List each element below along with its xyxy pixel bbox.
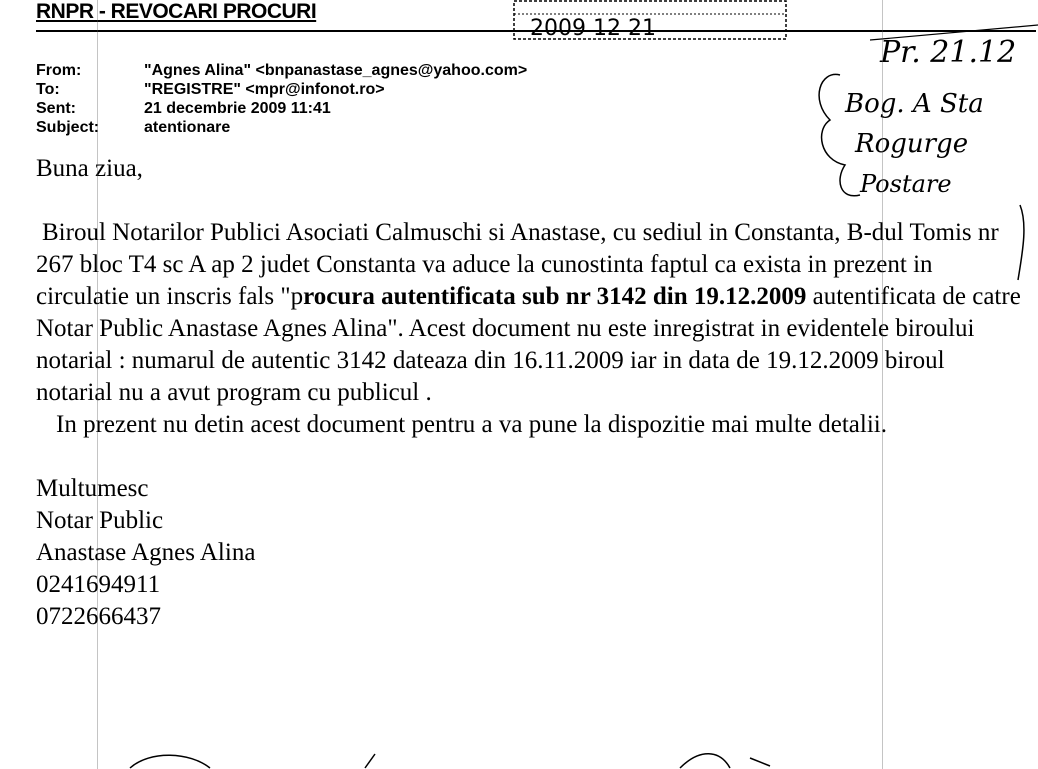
to-value: "REGISTRE" <mpr@infonot.ro>	[144, 81, 385, 98]
handwritten-line-3: Rogurge	[855, 129, 969, 159]
paragraph-1-bold: rocura autentificata sub nr 3142 din 19.12.2009	[303, 283, 807, 310]
paragraph-2: In prezent nu detin acest document pentru a va pune la dispozitie mai multe detalii.	[56, 411, 887, 438]
scan-artifact-line	[97, 0, 98, 769]
greeting: Buna ziua,	[36, 155, 143, 182]
from-label: From:	[36, 62, 82, 79]
from-value: "Agnes Alina" <bnpanastase_agnes@yahoo.com>	[144, 62, 528, 79]
sent-label: Sent:	[36, 100, 76, 117]
subject-value: atentionare	[144, 119, 231, 136]
handwritten-line-4: Postare	[860, 170, 952, 198]
scan-artifact-line	[882, 0, 883, 769]
subject-row	[36, 118, 527, 137]
handwritten-line-1: Pr. 21.12	[880, 35, 1017, 70]
to-label: To:	[36, 81, 60, 98]
to-row	[36, 80, 527, 99]
closing-role: Notar Public	[36, 507, 164, 534]
registration-stamp	[510, 0, 790, 42]
signature-block	[36, 473, 1026, 633]
subject-label: Subject:	[36, 119, 100, 136]
closing-phone-1: 0241694911	[36, 571, 161, 598]
from-row	[36, 61, 527, 80]
email-header	[36, 61, 527, 137]
paragraph-1-start: Biroul Notarilor Publici Asociati Calmuschi si Anastase, cu sediul in Constanta, B-dul Tomis nr 267 bloc T4 sc A ap 2 judet Constanta va aduce la cunostinta faptul ca exista in prezent in circulatie un inscris fals "p	[36, 219, 999, 310]
closing-phone-2: 0722666437	[36, 603, 161, 630]
sent-row	[36, 99, 527, 118]
closing-thanks: Multumesc	[36, 475, 149, 502]
document-title: RNPR - REVOCARI PROCURI	[36, 0, 317, 23]
closing-name: Anastase Agnes Alina	[36, 539, 256, 566]
stamp-date: 2009 12 21	[530, 16, 656, 41]
email-body	[36, 153, 1026, 633]
paragraph-1	[36, 217, 1026, 409]
handwritten-line-2: Bog. A Sta	[845, 89, 984, 119]
bottom-handwriting-fragment	[100, 740, 800, 769]
paragraph-1-end: autentificata de catre Notar Public Anastase Agnes Alina". Acest document nu este inregistrat in evidentele biroului notarial : numarul de autentic 3142 dateaza din 16.11.2009 iar in data de 19.12.2009 biroul notarial nu a avut program cu publicul .	[36, 283, 1021, 406]
sent-value: 21 decembrie 2009 11:41	[144, 100, 331, 117]
